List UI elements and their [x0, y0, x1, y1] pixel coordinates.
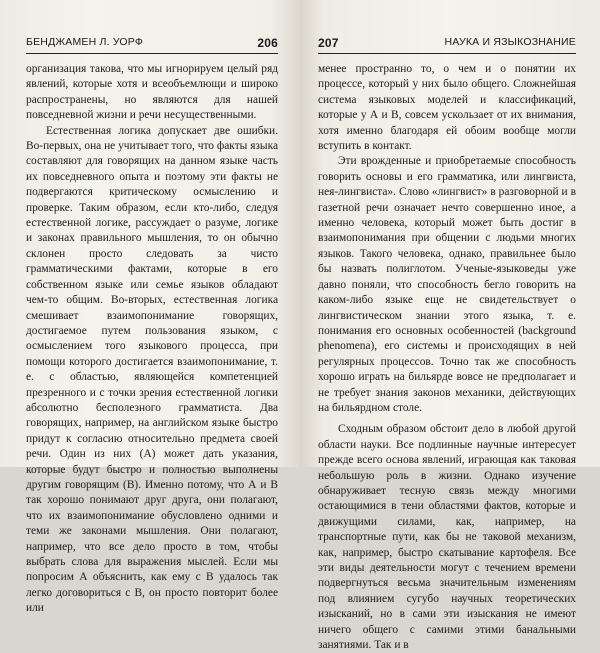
- paragraph: Эти врожденные и приобретаемые способность говорить основы и его грамматика, или лингвиста, нея-лингвиста». Слово «лингвист» в разговорной и в газетной речи означает нечто совершенно иное, а именно человека, который может быть достиг в взаимопонимания при общении с людьми многих языков. Такого человека, однако, правильнее было бы назвать полиглотом. Ученые-языковеды уже давно поняли, что способность бегло говорить на каком-либо языке еще не свидетельствует о лингвистическом знании этого языка, т. е. понимания его основных особенностей (background phenomena), его системы и происходящих в ней регулярных процессов. Точно так же способность хорошо играть на бильярде вовсе не предполагает и не требует знания законов механики, действующих на бильярдном столе.: [318, 155, 576, 414]
- chapter-title: НАУКА И ЯЗЫКОЗНАНИЕ: [444, 36, 576, 48]
- paragraph: Естественная логика допускает две ошибки. Во-первых, она не учитывает того, что факты языка составляют для говорящих на данном языке часть их повседневного опыта и поэтому эти факты не подвергаются критическому осмыслению и проверке. Таким образом, если кто-либо, следуя естественной логике, рассуждает о разуме, логике и законах правильного мышления, то он обычно склонен просто следовать за чисто грамматическими фактами, которые в его собственном языке или семье языков обладают чем-то общим. Во-вторых, естественная логика смешивает взаимопонимание говорящих, достигаемое путем пользования языком, с осмыслением того языкового процесса, при помощи которого достигается взаимопонимание, т. е. с областью, являющейся компетенцией презренного и с точки зрения естественной логики абсолютно бесполезного грамматиста. Два говорящих, например, на английском языке быстро придут к согласию относительно предмета своей речи. Один из них (А) может дать указания, которые будут быстро и полностью выполнены другим говорящим (В). Именно потому, что А и В так хорошо понимают друг друга, они полагают, что их взаимопонимание обусловлено одними и теми же законами мышления. Они полагают, например, что все дело просто в том, чтобы выбрать слова для выражения мыслей. Если мы попросим А объяснить, как ему с В удалось так легко договориться с В, он просто повторит более или: [26, 124, 278, 615]
- right-page-body: [318, 62, 576, 653]
- running-header-right: [318, 36, 576, 56]
- page-number-right: 207: [318, 36, 339, 50]
- paragraph: Сходным образом обстоит дело в любой другой области науки. Все подлинные научные интересует прежде всего основа явлений, играющая как таковая небольшую роль в жизни. Однако изучение обнаруживает тесную связь между многими остающимися в тени областями фактов, которые и движущими силами, как, например, на транспортные пути, как бы не таковой механизм, как, например, быстро скатывание картофеля. Все эти виды деятельности могут с течением времени подвергнуться весьма значительным изменениям под влиянием сугубо научных теоретических изысканий, но в сами эти изыскания не имеют ничего общего с самими этими банальными занятиями. Так и в: [318, 423, 576, 652]
- left-page-body: [26, 62, 278, 617]
- paragraph: менее пространно то, о чем и о понятии их процессе, который у них было общего. Сложнейшая система языковых моделей и классификаций, которые у А и В, совсем ускользает от их внимания, хотя именно благодаря ей обоим вообще могли вступить в контакт.: [318, 63, 576, 153]
- header-rule: [318, 53, 576, 54]
- header-rule: [26, 53, 278, 54]
- left-page: [0, 0, 300, 615]
- right-page: [300, 0, 600, 652]
- running-header-left: [26, 36, 278, 56]
- paragraph: организация такова, что мы игнорируем целый ряд явлений, которые хотя и всеобъемлющи и широко распространены, но являются для нашей повседневной жизни и речи несущественными.: [26, 63, 278, 122]
- author-name: БЕНДЖАМЕН Л. УОРФ: [26, 36, 144, 48]
- page-number-left: 206: [257, 36, 278, 50]
